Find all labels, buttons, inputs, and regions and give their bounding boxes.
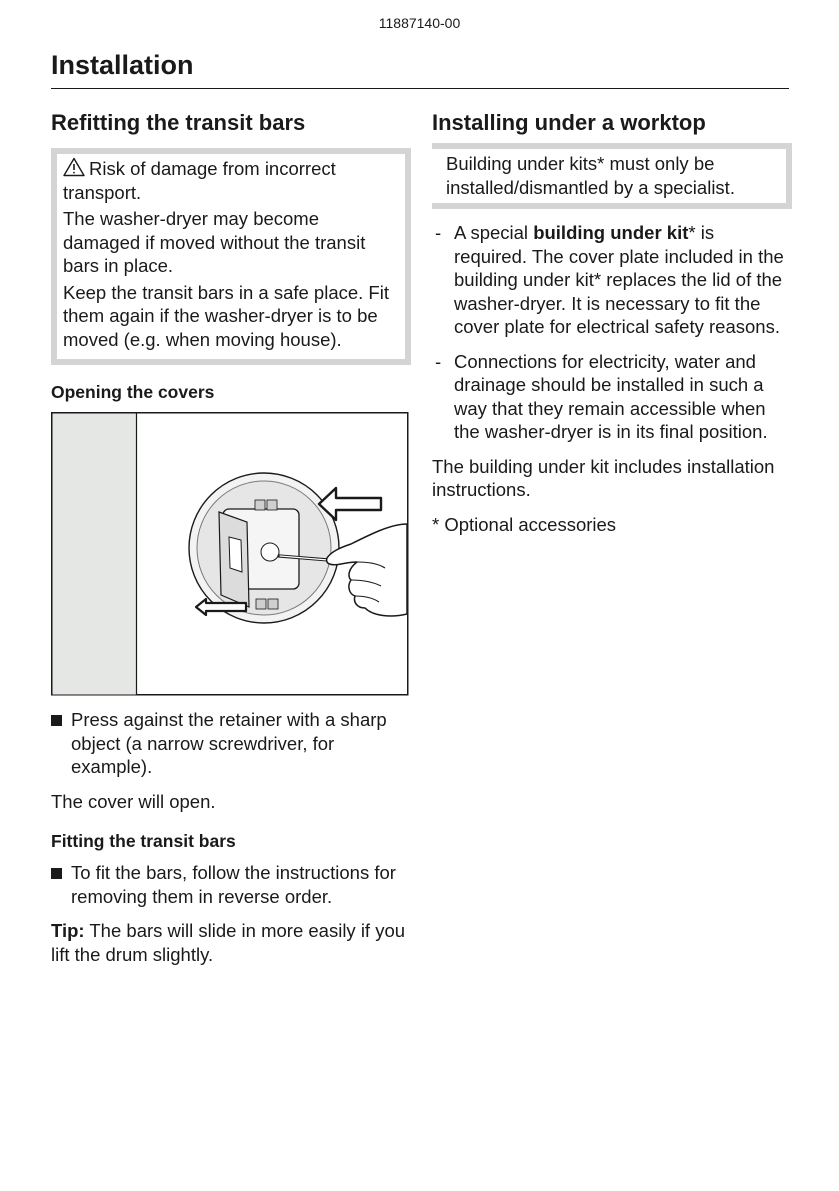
list-item-connections — [432, 350, 792, 444]
list-item-kit-required — [432, 221, 792, 339]
instruction-bullet-fit — [51, 861, 411, 908]
round-cover-graphic — [189, 473, 339, 623]
warning-title-line — [63, 157, 399, 204]
warning-triangle-icon — [63, 157, 85, 177]
page-title: Installation — [51, 50, 194, 80]
kit-text-bold: building under kit — [533, 222, 689, 243]
connections-text: Connections for electricity, water and drainage should be installed in such a way that they remain accessible when the washer-dryer is in its final position. — [454, 350, 768, 442]
kit-includes-text: The building under kit includes installation instructions. — [432, 455, 775, 500]
dash-marker: - — [435, 350, 442, 372]
specialist-note-text: Building under kits* must only be installed/dismantled by a specialist. — [446, 153, 735, 198]
bullet-square-icon — [51, 715, 62, 726]
section-heading-under-worktop: Installing under a worktop — [432, 110, 706, 135]
illustration-svg — [51, 412, 409, 696]
dash-marker: - — [435, 222, 442, 243]
warning-box — [51, 148, 411, 365]
result-text: The cover will open. — [51, 790, 216, 812]
title-divider — [51, 88, 789, 89]
specialist-note-box — [432, 143, 792, 209]
tip-text: The bars will slide in more easily if you lift the drum slightly. — [51, 920, 406, 965]
subheading-fitting-bars: Fitting the transit bars — [51, 831, 236, 851]
left-column — [51, 108, 411, 977]
bullet-square-icon — [51, 868, 62, 879]
warning-text-2: Keep the transit bars in a safe place. Fit them again if the washer-dryer is to be moved (e.g. when moving house). — [63, 281, 389, 350]
tip-paragraph — [51, 919, 411, 966]
kit-text-post: * is required. The cover plate included in the building under kit* replaces the lid of the washer-dryer. It is necessary to fit the cover plate for electrical safety reasons. — [454, 222, 784, 337]
document-id: 11887140-00 — [378, 15, 461, 31]
instruction-text-fit: To fit the bars, follow the instructions for removing them in reverse order. — [71, 862, 396, 907]
subheading-opening-covers: Opening the covers — [51, 382, 215, 402]
tip-label: Tip: — [51, 920, 85, 941]
section-heading-transit-bars: Refitting the transit bars — [51, 110, 306, 135]
warning-title: Risk of damage from incorrect transport. — [63, 158, 336, 203]
cover-opening-illustration — [51, 412, 409, 696]
warning-text-1: The washer-dryer may become damaged if moved without the transit bars in place. — [63, 208, 366, 276]
instruction-text-press: Press against the retainer with a sharp object (a narrow screwdriver, for example). — [71, 709, 387, 777]
footnote-text: * Optional accessories — [432, 513, 617, 535]
right-column — [432, 108, 792, 547]
instruction-bullet-press — [51, 708, 411, 779]
kit-text-pre: A special — [454, 222, 534, 243]
